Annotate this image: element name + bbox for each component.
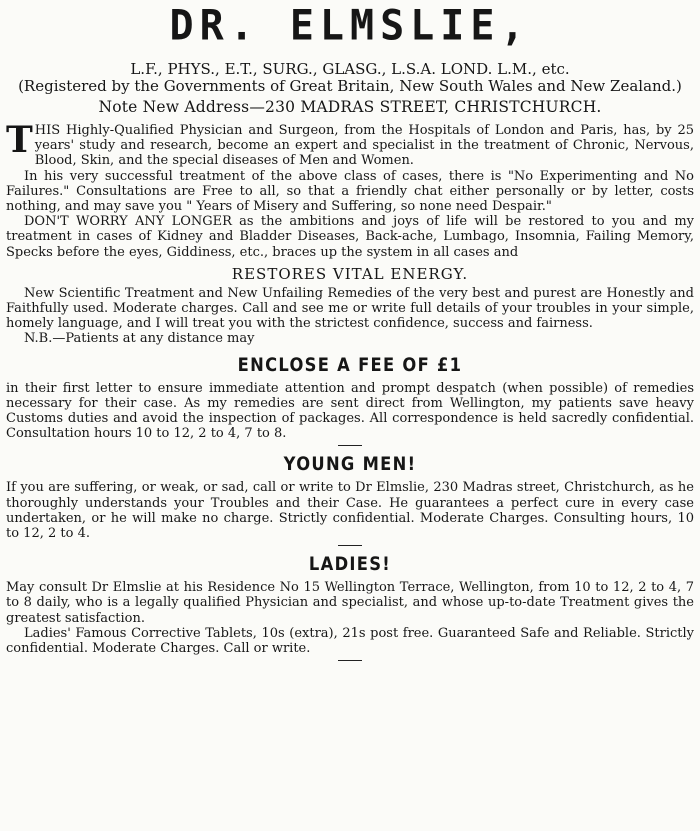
- intro-paragraph-3: DON'T WORRY ANY LONGER as the ambitions and joys of life will be restored to you and my treatment in cases of Kidney and Bladder Diseases, Back-ache, Lumbago, Insomnia, Failing Memory, Specks before the eyes, Giddiness, etc., braces up the system in all cases and: [6, 214, 694, 260]
- credentials: L.F., PHYS., E.T., SURG., GLASG., L.S.A. LOND. L.M., etc.: [130, 60, 570, 78]
- divider: [338, 445, 362, 446]
- drop-cap: T: [6, 119, 33, 161]
- ladies-paragraph-1: May consult Dr Elmslie at his Residence No 15 Wellington Terrace, Wellington, from 10 to 12, 2 to 4, 7 to 8 daily, who is a legally qualified Physician and specialist, and whose up-to-date Treatment gives the greatest satisfaction.: [6, 580, 694, 626]
- ladies-heading: LADIES!: [308, 553, 392, 576]
- young-men-heading: YOUNG MEN!: [283, 453, 417, 476]
- fee-paragraph: in their first letter to ensure immediate attention and prompt despatch (when possible) of remedies necessary for their case. As my remedies are sent direct from Wellington, my patients save heavy Customs duties and avoid the inspection of packages. All correspondence is held sacredly confidential. Consultation hours 10 to 12, 2 to 4, 7 to 8.: [6, 380, 694, 442]
- ladies-paragraph-2: Ladies' Famous Corrective Tablets, 10s (extra), 21s post free. Guaranteed Safe and Reliable. Strictly confidential. Moderate Charges. Call or write.: [6, 625, 694, 657]
- divider: [338, 545, 362, 546]
- divider: [338, 660, 362, 661]
- vital-paragraph-1: New Scientific Treatment and New Unfailing Remedies of the very best and purest are Honestly and Faithfully used. Moderate charges. Call and see me or write full details of your troubles in your simple, homely language, and I will treat you with the strictest confidence, success and fairness.: [6, 285, 694, 332]
- young-men-paragraph: If you are suffering, or weak, or sad, call or write to Dr Elmslie, 230 Madras street, Christchurch, as he thoroughly understands your Troubles and their Case. He guarantees a perfect cure in every case undertaken, or he will make no charge. Strictly confidential. Moderate Charges. Consulting hours, 10 to 12, 2 to 4.: [6, 480, 694, 542]
- registration-note: (Registered by the Governments of Great Britain, New South Wales and New Zealand.): [18, 77, 682, 95]
- vital-energy-heading: RESTORES VITAL ENERGY.: [231, 264, 469, 283]
- address-line: Note New Address—230 MADRAS STREET, CHRISTCHURCH.: [98, 98, 602, 116]
- page-title: DR. ELMSLIE,: [169, 1, 531, 51]
- intro-paragraph-2: In his very successful treatment of the above class of cases, there is "No Experimenting and No Failures." Consultations are Free to all, so that a friendly chat either personally or by letter, costs nothing, and may save you " Years of Misery and Suffering, so none need Despair.": [6, 168, 694, 215]
- intro-section: [6, 119, 694, 260]
- intro-paragraph-1-text: HIS Highly-Qualified Physician and Surgeon, from the Hospitals of London and Paris, has, by 25 years' study and research, become an expert and specialist in the treatment of Chronic, Nervous, Blood, Skin, and the special diseases of Men and Women.: [34, 123, 694, 169]
- vital-paragraph-2: N.B.—Patients at any distance may: [24, 331, 255, 347]
- intro-paragraph-1: [6, 119, 694, 169]
- fee-heading: ENCLOSE A FEE OF £1: [237, 353, 463, 376]
